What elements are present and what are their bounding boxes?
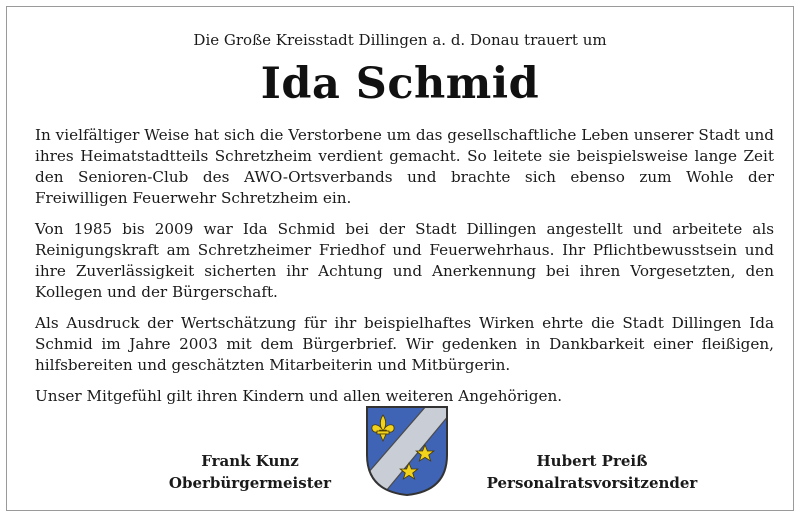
signature-left-title: Oberbürgermeister <box>168 474 332 492</box>
notice-intro: Die Große Kreisstadt Dillingen a. d. Donau trauert um <box>193 31 607 49</box>
obituary-notice <box>6 6 794 511</box>
signature-right-name: Hubert Preiß <box>536 452 648 470</box>
signature-right-title: Personalratsvorsitzender <box>486 474 698 492</box>
signature-left <box>155 450 345 494</box>
notice-body <box>35 125 774 417</box>
signature-right <box>477 450 707 494</box>
signature-left-name: Frank Kunz <box>201 452 299 470</box>
paragraph-4: Unser Mitgefühl gilt ihren Kindern und allen weiteren Angehörigen. <box>35 387 563 405</box>
paragraph-2: Von 1985 bis 2009 war Ida Schmid bei der Stadt Dillingen angestellt und arbeitete als Reinigungskraft am Schretzheimer Friedhof und Feuerwehrhaus. Ihr Pflichtbewusstsein und ihre Zuverlässigkeit sicherten ihr Achtung und Anerkennung bei ihren Vorgesetzten, den Kollegen und der Bürgerschaft. <box>35 220 774 301</box>
deceased-name: Ida Schmid <box>260 59 540 109</box>
paragraph-1: In vielfältiger Weise hat sich die Verstorbene um das gesellschaftliche Leben unserer Stadt und ihres Heimatstadtteils Schretzheim verdient gemacht. So leitete sie beispielsweise lange Zeit den Senioren-Club des AWO-Ortsverbands und brachte sich ebenso zum Wohle der Freiwilligen Feuerwehr Schretzheim ein. <box>35 126 774 207</box>
coat-of-arms-icon <box>365 405 449 497</box>
paragraph-3: Als Ausdruck der Wertschätzung für ihr beispielhaftes Wirken ehrte die Stadt Dillingen Ida Schmid im Jahre 2003 mit dem Bürgerbrief. Wir gedenken in Dankbarkeit einer fleißigen, hilfsbereiten und geschätzten Mitarbeiterin und Mitbürgerin. <box>35 314 774 374</box>
